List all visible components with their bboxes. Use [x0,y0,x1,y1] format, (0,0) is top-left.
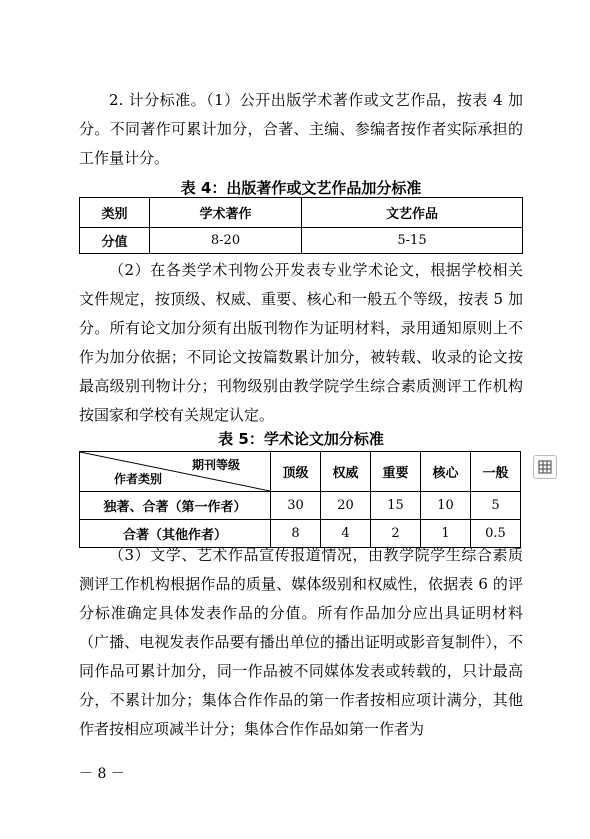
table5-corner-bottom: 作者类别 [114,472,163,486]
table5-cell: 15 [371,492,421,520]
table5-cell: 5 [471,492,521,520]
table5-cell: 20 [321,492,371,520]
diagonal-line [80,452,270,491]
page-number: － 8 － [79,766,125,782]
table5-level-important: 重要 [371,452,421,492]
table4-cell-literary: 5-15 [302,228,523,254]
table4-caption: 表 4：出版著作或文艺作品加分标准 [180,179,422,197]
table5-level-core: 核心 [421,452,471,492]
table5-cell: 0.5 [471,520,521,548]
table5-level-authority: 权威 [321,452,371,492]
paragraph-paper-publication: （2）在各类学术刊物公开发表专业学术论文，根据学校相关文件规定，按顶级、权威、重要、核心和一般五个等级，按表 5 加分。所有论文加分须有出版刊物作为证明材料，录用通知原则上不作为加分依据；不同论文按篇数累计加分，被转载、收录的论文按最高级别刊物计分；刊物级别由教学院学生综合素质测评工作机构按国家和学校有关规定认定。 [79,261,523,424]
table5-cell: 30 [271,492,321,520]
table5-cell: 8 [271,520,321,548]
table4-header-category: 类别 [80,198,150,228]
table5-cell: 4 [321,520,371,548]
table5-level-top: 顶级 [271,452,321,492]
paragraph-scoring-standard: 2. 计分标准。（1）公开出版学术著作或文艺作品，按表 4 加分。不同著作可累计加分，合著、主编、参编者按作者实际承担的工作量计分。 [79,91,523,167]
table4 [79,197,523,254]
table5-corner-top: 期刊等级 [191,458,240,472]
table5-level-general: 一般 [471,452,521,492]
table-icon[interactable] [533,455,557,479]
table5-cell: 10 [421,492,471,520]
table5 [79,451,521,548]
table5-caption: 表 5：学术论文加分标准 [218,430,384,448]
table4-cell-academic: 8-20 [150,228,302,254]
table-grid-glyph [538,460,552,474]
table5-row-label: 独著、合著（第一作者） [80,492,271,520]
table5-row-label: 合著（其他作者） [80,520,271,548]
table5-cell: 1 [421,520,471,548]
table4-header-academic: 学术著作 [150,198,302,228]
table5-corner-cell [80,452,271,492]
table5-cell: 2 [371,520,421,548]
table4-header-literary: 文艺作品 [302,198,523,228]
paragraph-artwork-reports: （3）文学、艺术作品宣传报道情况，由教学院学生综合素质测评工作机构根据作品的质量、媒体级别和权威性，依据表 6 的评分标准确定具体发表作品的分值。所有作品加分应出具证明材料（广播、电视发表作品要有播出单位的播出证明或影音复制件），不同作品可累计加分，同一作品被不同媒体发表或转载的，只计最高分，不累计加分；集体合作作品的第一作者按相应项计满分，其他作者按相应项减半计分；集体合作作品如第一作者为 [79,546,523,738]
table4-row-label: 分值 [80,228,150,254]
